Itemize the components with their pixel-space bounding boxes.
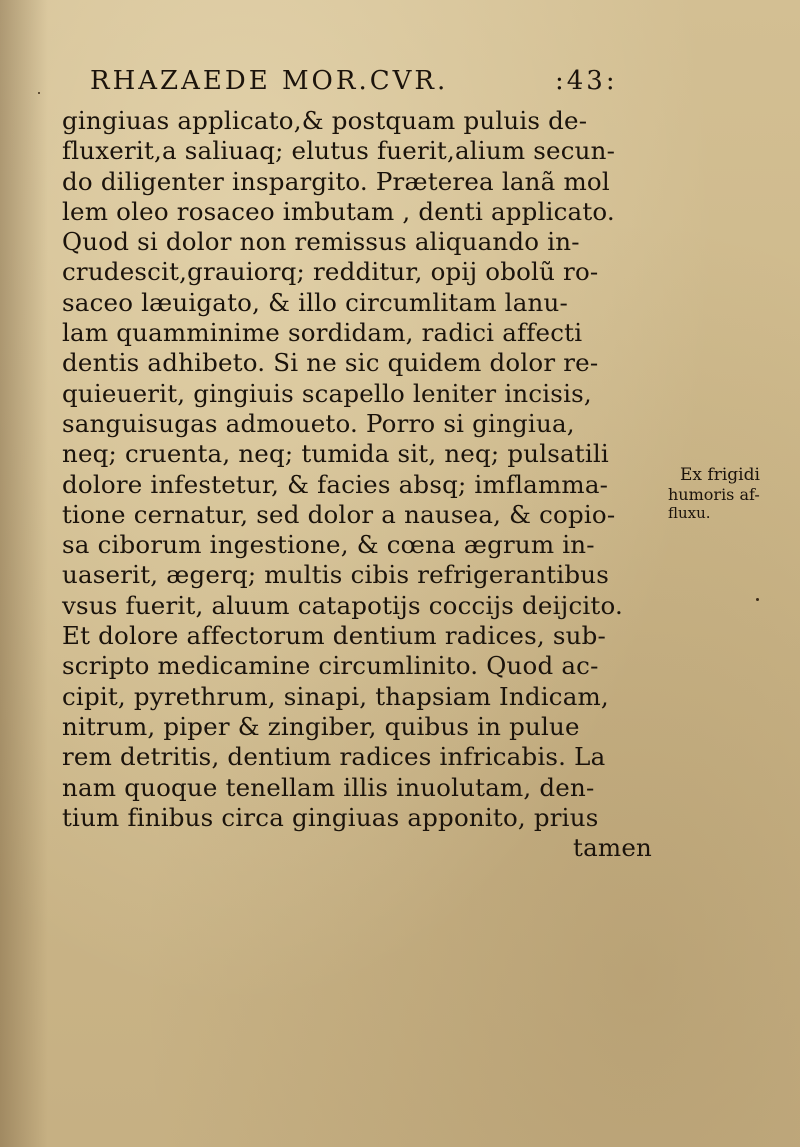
text-line: neq; cruenta, neq; tumida sit, neq; pulsatili <box>62 439 609 469</box>
text-line: dentis adhibeto. Si ne sic quidem dolor re- <box>62 348 599 378</box>
text-line: tione cernatur, sed dolor a nausea, & copio- <box>62 499 616 529</box>
text-line: fluxerit,a saliuaq; elutus fuerit,alium secun- <box>62 136 616 166</box>
text-line: nitrum, piper & zingiber, quibus in pulue <box>62 711 580 741</box>
binding-gutter <box>0 0 48 1147</box>
text-line: dolore infestetur, & facies absq; imflamma- <box>62 469 609 499</box>
text-line: rem detritis, dentium radices infricabis. La <box>62 742 606 772</box>
paper-speck <box>756 598 759 601</box>
text-line: lem oleo rosaceo imbutam , denti applicato. <box>62 196 615 226</box>
marginal-note-line: Ex frigidi <box>680 465 760 485</box>
text-line: saceo læuigato, & illo circumlitam lanu- <box>62 287 568 317</box>
text-line: sanguisugas admoueto. Porro si gingiua, <box>62 408 575 438</box>
text-line: tium finibus circa gingiuas apponito, prius <box>62 802 599 832</box>
text-line: crudescit,grauiorq; redditur, opij obolũ ro- <box>62 257 599 287</box>
catchword: tamen <box>573 833 652 863</box>
running-title: RHAZAEDE MOR.CVR. <box>90 66 449 96</box>
text-line: cipit, pyrethrum, sinapi, thapsiam Indicam, <box>62 681 609 711</box>
text-line: vsus fuerit, aluum catapotijs coccijs deijcito. <box>62 590 623 620</box>
marginal-note-line: humoris af- <box>668 485 760 504</box>
text-line: lam quamminime sordidam, radici affecti <box>62 318 583 348</box>
text-line: quieuerit, gingiuis scapello leniter incisis, <box>62 378 592 408</box>
text-line: gingiuas applicato,& postquam puluis de- <box>62 106 588 135</box>
page-number: :43: <box>555 66 618 96</box>
text-line: nam quoque tenellam illis inuolutam, den- <box>62 772 595 802</box>
paper-speck <box>38 92 40 94</box>
marginal-note <box>668 466 798 523</box>
body-text <box>62 106 662 863</box>
marginal-note-line: fluxu. <box>668 504 711 522</box>
text-line: uaserit, ægerq; multis cibis refrigerantibus <box>62 560 610 590</box>
text-line: scripto medicamine circumlinito. Quod ac- <box>62 651 599 681</box>
text-line: Et dolore affectorum dentium radices, sub- <box>62 621 606 651</box>
text-line: Quod si dolor non remissus aliquando in- <box>62 227 580 257</box>
text-line: sa ciborum ingestione, & cœna ægrum in- <box>62 530 595 560</box>
text-line: do diligenter inspargito. Præterea lanã mol <box>62 166 610 196</box>
